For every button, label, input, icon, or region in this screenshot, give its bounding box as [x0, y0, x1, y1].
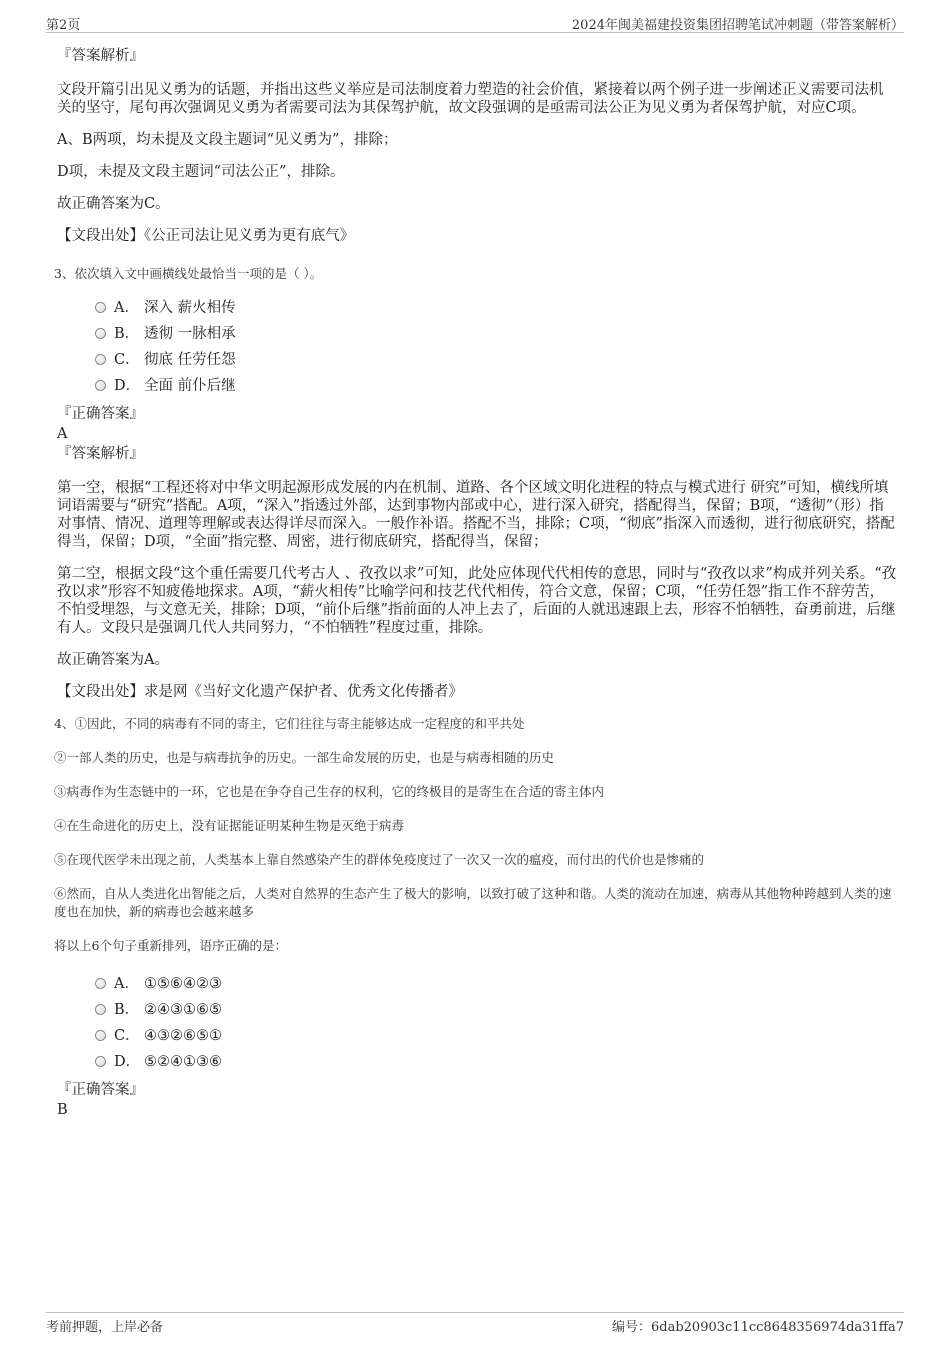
radio-icon[interactable]	[95, 1056, 106, 1067]
q2-conclusion: 故正确答案为C。	[57, 196, 170, 212]
footer-slogan: 考前押题，上岸必备	[46, 1320, 164, 1335]
q3-option-a[interactable]: A． 深入 薪火相传	[95, 295, 897, 321]
q4-sentence-5: ⑤在现代医学未出现之前，人类基本上靠自然感染产生的群体免疫度过了一次又一次的瘟疫，而付出的代价也是惨痛的	[54, 852, 705, 867]
page-content	[54, 47, 897, 1119]
q2-d-text: D项，未提及文段主题词“司法公正”，排除。	[57, 164, 345, 180]
radio-icon[interactable]	[95, 978, 106, 989]
q4-sentence-2: ②一部人类的历史，也是与病毒抗争的历史。一部生命发展的历史，也是与病毒相随的历史	[54, 750, 555, 765]
q2-source: 【文段出处】《公正司法让见义勇为更有底气》	[57, 228, 355, 244]
q4-stem: 4、①因此，不同的病毒有不同的寄主，它们往往与寄主能够达成一定程度的和平共处	[54, 716, 525, 731]
q3-analysis-label: 『答案解析』	[57, 446, 144, 462]
q3-option-d[interactable]: D． 全面 前仆后继	[95, 373, 897, 399]
q3-answer: A	[57, 426, 68, 442]
q4-option-d[interactable]: D． ⑤②④①③⑥	[95, 1049, 897, 1075]
q4-options	[95, 971, 897, 1075]
radio-icon[interactable]	[95, 1030, 106, 1041]
radio-icon[interactable]	[95, 328, 106, 339]
page-number: 第2页	[46, 18, 81, 33]
q3-source: 【文段出处】求是网《当好文化遗产保护者、优秀文化传播者》	[57, 684, 463, 700]
q3-analysis-p1: 第一空，根据“工程还将对中华文明起源形成发展的内在机制、道路、各个区域文明化进程的特点与模式进行 研究”可知，横线所填词语需要与“研究”搭配。A项，“深入”指透过外部，达到事物内部或中心，进行深入研究，搭配得当，保留；B项，“透彻”（形）指对事情、情况、道理等理解或表达得详尽而深入。一般作补语。搭配不当，排除；C项，“彻底”指深入而透彻，进行彻底研究，搭配得当，保留；D项，“全面”指完整、周密，进行彻底研究，搭配得当，保留；	[57, 480, 895, 550]
q4-sentence-6: ⑥然而，自从人类进化出智能之后，人类对自然界的生态产生了极大的影响，以致打破了这种和谐。人类的流动在加速，病毒从其他物种跨越到人类的速度也在加快，新的病毒也会越来越多	[54, 886, 892, 919]
footer-code: 编号：6dab20903c11cc8648356974da31ffa7	[612, 1320, 904, 1335]
q3-conclusion: 故正确答案为A。	[57, 652, 169, 668]
q4-option-b[interactable]: B． ②④③①⑥⑤	[95, 997, 897, 1023]
radio-icon[interactable]	[95, 354, 106, 365]
q4-answer: B	[57, 1102, 68, 1118]
q2-analysis-text: 文段开篇引出见义勇为的话题，并指出这些义举应是司法制度着力塑造的社会价值，紧接着以两个例子进一步阐述正义需要司法机关的坚守，尾句再次强调见义勇为者需要司法为其保驾护航，故文段强调的是亟需司法公正为见义勇为者保驾护航，对应C项。	[57, 82, 884, 116]
q3-stem: 3、依次填入文中画横线处最恰当一项的是（ ）。	[54, 266, 323, 281]
radio-icon[interactable]	[95, 302, 106, 313]
radio-icon[interactable]	[95, 380, 106, 391]
q3-options	[95, 295, 897, 399]
q3-option-b[interactable]: B． 透彻 一脉相承	[95, 321, 897, 347]
q4-answer-label: 『正确答案』	[57, 1082, 144, 1098]
page-footer	[46, 1312, 904, 1335]
q4-prompt: 将以上6个句子重新排列，语序正确的是：	[54, 938, 287, 953]
q2-ab-text: A、B两项，均未提及文段主题词“见义勇为”，排除；	[57, 132, 398, 148]
q4-sentence-4: ④在生命进化的历史上，没有证据能证明某种生物是灭绝于病毒	[54, 818, 405, 833]
q4-sentence-3: ③病毒作为生态链中的一环，它也是在争夺自己生存的权利，它的终极目的是寄生在合适的寄主体内	[54, 784, 605, 799]
q4-option-a[interactable]: A． ①⑤⑥④②③	[95, 971, 897, 997]
document-title: 2024年闽美福建投资集团招聘笔试冲刺题（带答案解析）	[571, 18, 904, 33]
page-header	[46, 12, 904, 33]
q3-option-c[interactable]: C． 彻底 任劳任怨	[95, 347, 897, 373]
q3-analysis-p2: 第二空，根据文段“这个重任需要几代考古人 、孜孜以求”可知，此处应体现代代相传的意思，同时与“孜孜以求”构成并列关系。“孜孜以求”形容不知疲倦地探求。A项，“薪火相传”比喻学问和技艺代代相传，符合文意，保留；C项，“任劳任怨”指工作不辞劳苦，不怕受埋怨，与文意无关，排除；D项，“前仆后继”指前面的人冲上去了，后面的人就迅速跟上去，形容不怕牺牲，奋勇前进，后继有人。文段只是强调几代人共同努力，“不怕牺牲”程度过重，排除。	[57, 566, 897, 636]
q4-option-c[interactable]: C． ④③②⑥⑤①	[95, 1023, 897, 1049]
radio-icon[interactable]	[95, 1004, 106, 1015]
q2-analysis-label: 『答案解析』	[57, 48, 144, 64]
q3-answer-label: 『正确答案』	[57, 406, 144, 422]
